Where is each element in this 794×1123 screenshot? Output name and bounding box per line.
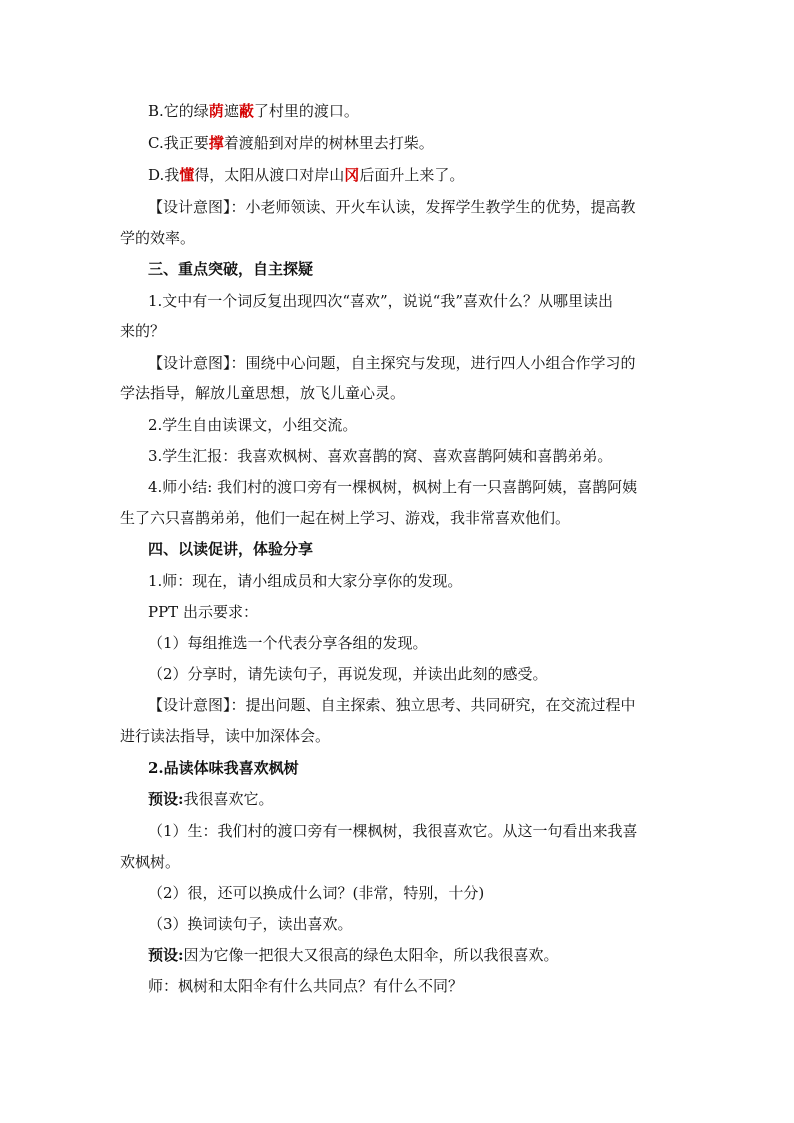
question-1-cont: 来的？ — [120, 322, 166, 340]
option-d — [148, 164, 464, 186]
share-instruction: 1.师：现在，请小组成员和大家分享你的发现。 — [148, 572, 463, 590]
point-1: （1）生：我们村的渡口旁有一棵枫树，我很喜欢它。从这一句看出来我喜 — [148, 822, 638, 840]
design-intent-2-cont: 学法指导，解放儿童思想，放飞儿童心灵。 — [120, 384, 406, 402]
design-intent-3-cont: 进行读法指导，读中加深体会。 — [120, 727, 331, 745]
preset-2 — [148, 944, 559, 966]
point-3: （3）换词读句子，读出喜欢。 — [148, 915, 353, 933]
option-b-text-end: 了村里的渡口。 — [253, 102, 359, 120]
preset-1 — [148, 788, 274, 810]
teacher-question: 师：枫树和太阳伞有什么共同点？有什么不同？ — [148, 977, 464, 995]
option-d-text-mid: 得，太阳从渡口对岸山 — [194, 166, 345, 184]
preset-2-label: 预设: — [148, 946, 184, 964]
point-1-cont: 欢枫树。 — [120, 853, 181, 871]
question-2: 2.学生自由读课文，小组交流。 — [148, 416, 358, 434]
option-d-text: D.我 — [148, 166, 180, 184]
option-b — [148, 100, 359, 122]
preset-2-text: 因为它像一把很大又很高的绿色太阳伞，所以我很喜欢。 — [183, 946, 559, 964]
requirement-1: （1）每组推选一个代表分享各组的发现。 — [148, 634, 428, 652]
option-b-highlight-2: 蔽 — [238, 102, 254, 120]
requirement-2: （2）分享时，请先读句子，再说发现，并读出此刻的感受。 — [148, 665, 548, 683]
point-2: （2）很，还可以换成什么词？(非常，特别，十分) — [148, 884, 485, 902]
design-intent-1-cont: 学的效率。 — [120, 229, 196, 247]
option-b-text-mid: 遮 — [223, 102, 239, 120]
design-intent-2: 【设计意图】：围绕中心问题，自主探究与发现，进行四人小组合作学习的 — [148, 354, 636, 372]
question-1: 1.文中有一个词反复出现四次“喜欢”，说说“我”喜欢什么？从哪里读出 — [148, 292, 613, 310]
option-c-text-end: 着渡船到对岸的树林里去打柴。 — [223, 134, 434, 152]
option-b-text: B.它的绿 — [148, 102, 209, 120]
option-c-text: C.我正要 — [148, 134, 209, 152]
preset-1-label: 预设: — [148, 790, 184, 808]
section-3-heading: 三、重点突破，自主探疑 — [148, 260, 314, 278]
preset-1-text: 我很喜欢它。 — [183, 790, 274, 808]
option-b-highlight-1: 荫 — [208, 102, 224, 120]
design-intent-1: 【设计意图】：小老师领读、开火车认读，发挥学生教学生的优势，提高教 — [148, 198, 636, 216]
teacher-summary-cont: 生了六只喜鹊弟弟，他们一起在树上学习、游戏，我非常喜欢他们。 — [120, 509, 571, 527]
ppt-requirements-label: PPT 出示要求： — [148, 603, 258, 621]
question-3: 3.学生汇报：我喜欢枫树、喜欢喜鹊的窝、喜欢喜鹊阿姨和喜鹊弟弟。 — [148, 447, 613, 465]
subsection-heading: 2.品读体味我喜欢枫树 — [148, 759, 299, 777]
option-d-highlight-2: 冈 — [344, 166, 360, 184]
option-d-text-end: 后面升上来了。 — [359, 166, 465, 184]
section-4-heading: 四、以读促讲，体验分享 — [148, 540, 314, 558]
option-c-highlight: 撑 — [208, 134, 224, 152]
teacher-summary: 4.师小结: 我们村的渡口旁有一棵枫树，枫树上有一只喜鹊阿姨，喜鹊阿姨 — [148, 478, 638, 496]
design-intent-3: 【设计意图】：提出问题、自主探索、独立思考、共同研究，在交流过程中 — [148, 696, 636, 714]
option-c — [148, 132, 434, 154]
option-d-highlight-1: 懂 — [179, 166, 195, 184]
